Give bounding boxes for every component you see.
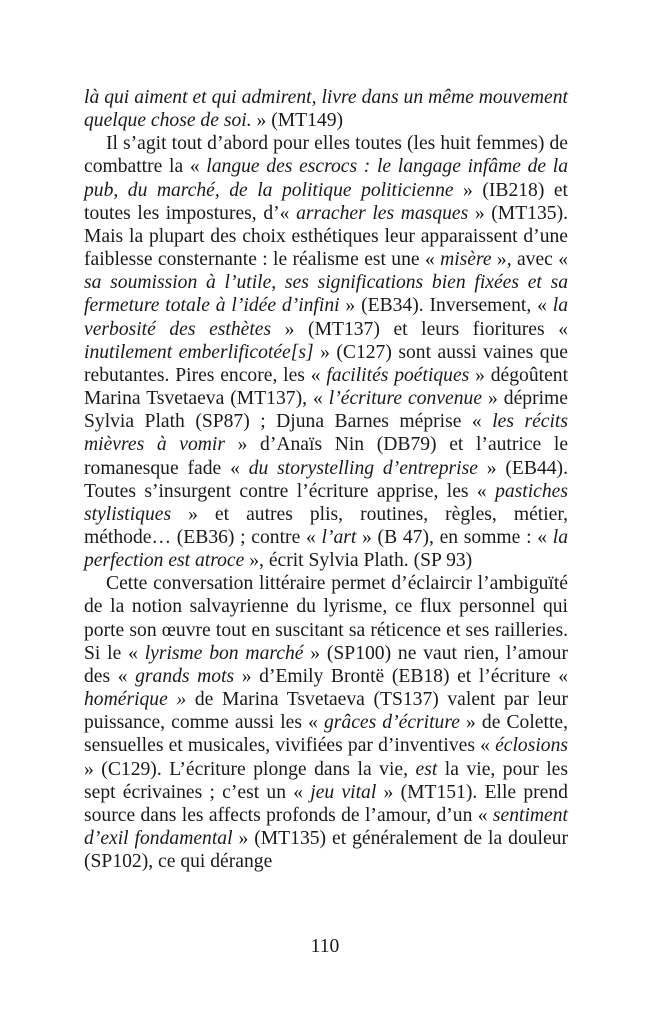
text-run: » d’Emily Brontë (EB18) et l’écriture « <box>234 665 568 687</box>
text-run: » (IB218) et toutes les impostures, d’« <box>84 179 568 224</box>
text-run: » (MT151). Elle prend source dans les affects profonds de l’amour, d’un « <box>84 781 568 826</box>
text-run: » (MT149) <box>251 110 344 132</box>
text-run: » (MT135) et généralement de la douleur (SP102), ce qui dérange <box>84 828 568 873</box>
text-run: Cette conversation littéraire permet d’éclaircir l’ambiguïté de la notion salvayrienne du lyrisme, ce flux personnel qui porte son œuvre tout en suscitant sa réticence et ses railleries. Si le « <box>84 573 568 664</box>
paragraph <box>84 572 568 873</box>
italic-quote-run: sentiment d’exil fondamental <box>84 804 568 849</box>
text-run: » (MT137) et leurs fioritures « <box>271 318 568 340</box>
text-run: la vie, pour les sept écrivaines ; c’est un « <box>84 758 568 803</box>
text-run: » dégoûtent Marina Tsvetaeva (MT137), « <box>84 364 569 410</box>
italic-quote-run: la perfection est atroce <box>84 526 568 572</box>
italic-quote-run: facilités poétiques <box>326 364 470 386</box>
italic-quote-run: langue des escrocs : le langage infâme de la pub, du marché, de la politique politicienne <box>84 156 568 201</box>
italic-quote-run: jeu vital <box>310 781 377 803</box>
italic-quote-run: la verbosité des esthètes <box>84 295 568 340</box>
italic-quote-run: l’art <box>321 526 357 548</box>
text-run: » (C129). L’écriture plonge dans la vie, <box>84 758 416 780</box>
text-run: » déprime Sylvia Plath (SP87) ; Djuna Barnes méprise « <box>84 388 568 433</box>
italic-quote-run: du storystelling d’entreprise <box>248 457 478 479</box>
italic-quote-run: les récits mièvres à vomir <box>84 411 568 456</box>
text-run: » (EB34). Inversement, « <box>339 295 553 317</box>
book-page-body <box>84 86 568 873</box>
italic-quote-run: misère <box>440 249 492 271</box>
paragraph <box>84 86 568 132</box>
italic-quote-run: là qui aiment et qui admirent, livre dans un même mouvement quelque chose de soi. <box>84 87 568 132</box>
italic-quote-run: homérique » <box>84 689 187 711</box>
paragraph <box>84 132 568 572</box>
text-run: », écrit Sylvia Plath. (SP 93) <box>244 550 473 572</box>
italic-quote-run: grands mots <box>135 665 235 687</box>
italic-quote-run: inutilement emberlificotée[s] <box>84 341 314 363</box>
italic-quote-run: arracher les masques <box>296 202 469 224</box>
text-run: » de Colette, sensuelles et musicales, vivifiées par d’inventives « <box>84 712 568 757</box>
text-run: » (EB44). Toutes s’insurgent contre l’écriture apprise, les « <box>84 457 568 502</box>
text-run: » (C127) sont aussi vaines que rebutantes. Pires encore, les « <box>84 341 568 386</box>
italic-quote-run: est <box>415 758 438 780</box>
italic-quote-run: éclosions <box>495 735 568 757</box>
text-run: » d’Anaïs Nin (DB79) et l’autrice le romanesque fade « <box>84 434 569 479</box>
text-run: », avec « <box>491 249 568 271</box>
text-run: Il s’agit tout d’abord pour elles toutes (les huit femmes) de combattre la « <box>84 133 568 178</box>
italic-quote-run: lyrisme bon marché <box>144 642 304 664</box>
italic-quote-run: grâces d’écriture <box>323 712 460 734</box>
text-run: » (B 47), en somme : « <box>356 526 553 548</box>
italic-quote-run: sa soumission à l’utile, ses significations bien fixées et sa fermeture totale à l’idée d’infini <box>84 272 568 317</box>
page-number: 110 <box>310 936 340 957</box>
italic-quote-run: l’écriture convenue <box>328 388 483 410</box>
italic-quote-run: pastiches stylistiques <box>84 480 568 525</box>
text-run: de Marina Tsvetaeva (TS137) valent par leur puissance, comme aussi les « <box>84 689 568 734</box>
text-run: » (SP100) ne vaut rien, l’amour des « <box>84 642 568 687</box>
text-run: » (MT135). Mais la plupart des choix esthétiques leur apparaissent d’une faiblesse consternante : le réalisme est une « <box>84 202 568 271</box>
text-run: » et autres plis, routines, règles, métier, méthode… (EB36) ; contre « <box>84 503 568 548</box>
